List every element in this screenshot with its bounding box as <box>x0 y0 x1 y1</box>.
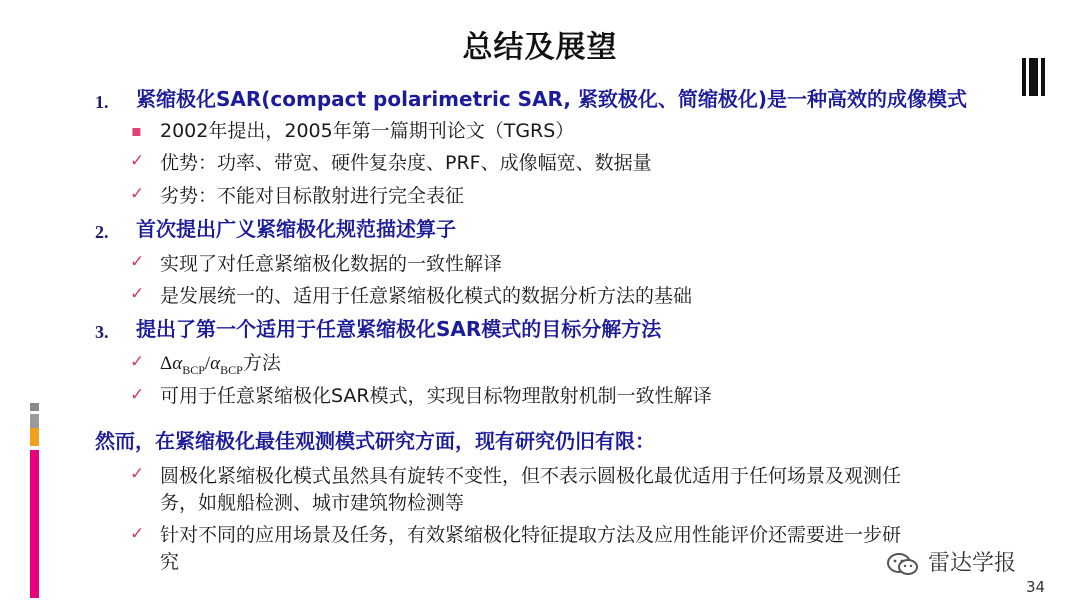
formula-item <box>160 350 281 383</box>
check-icon: ✓ <box>130 184 145 204</box>
alpha-symbol: α <box>210 353 221 374</box>
summary-heading: 然而，在紧缩极化最佳观测模式研究方面，现有研究仍旧有限： <box>95 429 655 453</box>
check-icon: ✓ <box>130 524 145 544</box>
watermark-text: 雷达学报 <box>928 551 1017 576</box>
list-item: 实现了对任意紧缩极化数据的一致性解译 <box>160 253 503 275</box>
check-icon: ✓ <box>130 385 145 405</box>
slash-symbol: / <box>204 353 211 374</box>
list-item: 针对不同的应用场景及任务，有效紧缩极化特征提取方法及应用性能评价还需要进一步研 <box>160 524 902 546</box>
check-icon: ✓ <box>130 151 145 171</box>
check-icon: ✓ <box>130 352 145 372</box>
watermark <box>886 546 1016 577</box>
section-heading: 提出了第一个适用于任意紧缩极化SAR模式的目标分解方法 <box>136 317 662 341</box>
alpha-symbol: α <box>172 353 183 374</box>
list-item-continuation: 究 <box>160 551 180 573</box>
subscript: BCP <box>182 362 205 377</box>
page-number: 34 <box>1026 578 1046 596</box>
delta-symbol: Δ <box>160 353 173 374</box>
left-accent-bar <box>30 414 39 428</box>
section-heading: 首次提出广义紧缩极化规范描述算子 <box>136 217 456 241</box>
wechat-icon <box>886 552 920 576</box>
section-heading: 紧缩极化SAR(compact polarimetric SAR, 紧致极化、简缩极化)是一种高效的成像模式 <box>136 87 968 111</box>
check-icon: ✓ <box>130 464 145 484</box>
subscript: BCP <box>220 362 243 377</box>
list-item-continuation: 务，如舰船检测、城市建筑物检测等 <box>160 492 465 514</box>
left-accent-bar <box>30 428 39 446</box>
list-item: 圆极化紧缩极化模式虽然具有旋转不变性，但不表示圆极化最优适用于任何场景及观测任 <box>160 465 902 487</box>
section-number: 2. <box>95 222 109 242</box>
section-number: 3. <box>95 322 109 342</box>
page-title: 总结及展望 <box>462 30 618 65</box>
left-accent-bar <box>30 403 39 411</box>
list-item: 2002年提出，2005年第一篇期刊论文（TGRS） <box>160 120 575 142</box>
list-item: 劣势：不能对目标散射进行完全表征 <box>160 185 465 207</box>
list-item: 可用于任意紧缩极化SAR模式，实现目标物理散射机制一致性解译 <box>160 385 712 407</box>
section-number: 1. <box>95 92 109 112</box>
left-accent-bar <box>30 450 39 598</box>
check-icon: ✓ <box>130 252 145 272</box>
list-item: 是发展统一的、适用于任意紧缩极化模式的数据分析方法的基础 <box>160 285 693 307</box>
list-item: 优势：功率、带宽、硬件复杂度、PRF、成像幅宽、数据量 <box>160 152 652 174</box>
bullet-marker: ▪ <box>131 121 142 140</box>
formula-suffix: 方法 <box>242 352 281 374</box>
check-icon: ✓ <box>130 284 145 304</box>
